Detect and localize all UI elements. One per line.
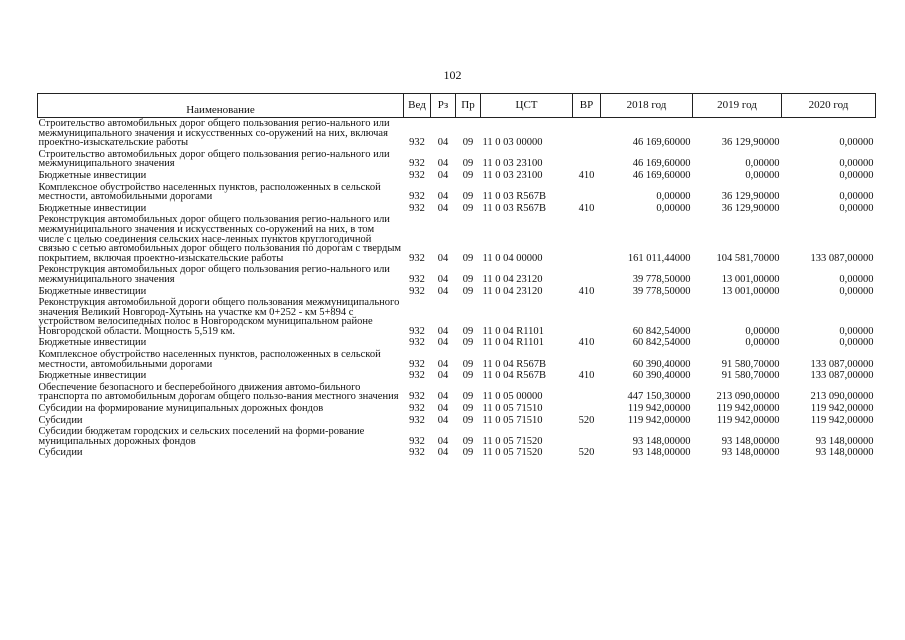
row-value-2020: 133 087,00000 xyxy=(810,252,874,264)
row-pr: 09 xyxy=(462,252,474,264)
table-row xyxy=(38,264,876,285)
header-ved: Вед xyxy=(404,94,431,118)
row-cst: 11 0 04 R1101 xyxy=(482,325,544,337)
row-cst: 11 0 04 00000 xyxy=(482,252,543,264)
row-value-2019: 13 001,00000 xyxy=(721,285,780,297)
row-rz: 04 xyxy=(437,191,449,203)
row-pr: 09 xyxy=(462,370,474,382)
row-rz: 04 xyxy=(437,169,449,181)
row-value-2019: 0,00000 xyxy=(745,325,780,337)
row-value-2020: 119 942,00000 xyxy=(810,414,874,426)
row-ved: 932 xyxy=(409,325,425,337)
row-value-2020: 0,00000 xyxy=(839,325,874,337)
table-row xyxy=(38,118,876,149)
row-value-2020: 93 148,00000 xyxy=(815,435,874,447)
row-value-2018: 60 842,54000 xyxy=(632,325,691,337)
row-ved: 932 xyxy=(409,358,425,370)
row-ved: 932 xyxy=(409,169,425,181)
row-value-2018: 46 169,60000 xyxy=(632,169,691,181)
row-rz: 04 xyxy=(437,370,449,382)
row-name: Бюджетные инвестиции xyxy=(38,337,147,349)
row-value-2020: 133 087,00000 xyxy=(810,370,874,382)
header-pr: Пр xyxy=(456,94,481,118)
row-value-2019: 93 148,00000 xyxy=(721,435,780,447)
row-name: Бюджетные инвестиции xyxy=(38,285,147,297)
row-rz: 04 xyxy=(437,273,449,285)
row-pr: 09 xyxy=(462,391,474,403)
row-name: Строительство автомобильных дорог общего пользования регио-нального или межмуниципального значения xyxy=(38,148,390,170)
row-name: Реконструкция автомобильной дороги общего пользования межмуниципального значения Великий Новгород-Хутынь на участке км 0+252 - км 5+894 с устройством велосипедных полос в Новгородском муниципальном районе Новгородской области. Мощность 5,519 км. xyxy=(38,297,400,337)
row-value-2018: 447 150,30000 xyxy=(627,391,691,403)
row-value-2018: 119 942,00000 xyxy=(627,414,691,426)
row-name: Реконструкция автомобильных дорог общего пользования регио-нального или межмуниципального значения и искусственных со-оружений на них, в том числе с целью соединения сельских насе-ленных пунктов круглогодичной связью с сетью автомобильных дорог общего пользования по дорогам с твердым покрытием, включая проектно-изыскательские работы xyxy=(38,214,402,264)
table-row xyxy=(38,214,876,264)
row-cst: 11 0 05 00000 xyxy=(482,391,543,403)
row-vr xyxy=(573,182,601,203)
row-vr: 410 xyxy=(578,337,595,349)
row-value-2020: 0,00000 xyxy=(839,202,874,214)
row-value-2018: 119 942,00000 xyxy=(627,403,691,415)
row-value-2019: 119 942,00000 xyxy=(716,414,780,426)
row-rz: 04 xyxy=(437,202,449,214)
row-value-2020: 0,00000 xyxy=(839,191,874,203)
row-cst: 11 0 03 23100 xyxy=(482,158,543,170)
row-rz: 04 xyxy=(437,137,449,149)
row-cst: 11 0 03 R567B xyxy=(482,191,546,203)
row-ved: 932 xyxy=(409,158,425,170)
row-ved: 932 xyxy=(409,202,425,214)
row-pr: 09 xyxy=(462,337,474,349)
row-value-2020: 0,00000 xyxy=(839,158,874,170)
row-ved: 932 xyxy=(409,391,425,403)
table-row xyxy=(38,415,876,427)
row-cst: 11 0 05 71520 xyxy=(482,435,543,447)
row-ved: 932 xyxy=(409,285,425,297)
table-row xyxy=(38,203,876,215)
header-rz: Рз xyxy=(431,94,456,118)
row-pr: 09 xyxy=(462,169,474,181)
row-name: Субсидии xyxy=(38,414,83,426)
row-value-2019: 104 581,70000 xyxy=(716,252,780,264)
row-value-2020: 213 090,00000 xyxy=(810,391,874,403)
row-value-2019: 93 148,00000 xyxy=(721,447,780,459)
page-number: 102 xyxy=(443,68,462,82)
header-vr: ВР xyxy=(573,94,601,118)
row-value-2019: 119 942,00000 xyxy=(716,403,780,415)
row-pr: 09 xyxy=(462,202,474,214)
row-value-2018: 161 011,44000 xyxy=(627,252,691,264)
row-ved: 932 xyxy=(409,414,425,426)
row-value-2020: 133 087,00000 xyxy=(810,358,874,370)
table-row xyxy=(38,170,876,182)
row-name: Бюджетные инвестиции xyxy=(38,370,147,382)
row-ved: 932 xyxy=(409,403,425,415)
row-rz: 04 xyxy=(437,358,449,370)
row-value-2018: 0,00000 xyxy=(656,191,691,203)
row-pr: 09 xyxy=(462,447,474,459)
row-name: Комплексное обустройство населенных пунктов, расположенных в сельской местности, автомобильными дорогами xyxy=(38,349,381,370)
row-pr: 09 xyxy=(462,435,474,447)
row-ved: 932 xyxy=(409,337,425,349)
row-value-2018: 93 148,00000 xyxy=(632,435,691,447)
row-value-2018: 39 778,50000 xyxy=(632,285,691,297)
row-cst: 11 0 05 71510 xyxy=(482,403,543,415)
row-pr: 09 xyxy=(462,414,474,426)
header-year-2019: 2019 год xyxy=(693,94,782,118)
row-rz: 04 xyxy=(437,435,449,447)
row-value-2019: 36 129,90000 xyxy=(721,137,780,149)
row-value-2019: 36 129,90000 xyxy=(721,191,780,203)
row-cst: 11 0 03 R567B xyxy=(482,202,546,214)
row-vr xyxy=(573,297,601,337)
row-value-2019: 36 129,90000 xyxy=(721,202,780,214)
header-name: Наименование xyxy=(38,94,404,118)
row-value-2018: 93 148,00000 xyxy=(632,447,691,459)
row-value-2018: 60 390,40000 xyxy=(632,358,691,370)
row-value-2019: 91 580,70000 xyxy=(721,358,780,370)
table-row xyxy=(38,382,876,403)
row-pr: 09 xyxy=(462,273,474,285)
table-row xyxy=(38,337,876,349)
row-value-2020: 119 942,00000 xyxy=(810,403,874,415)
row-vr xyxy=(573,149,601,170)
table-row xyxy=(38,370,876,382)
table-row xyxy=(38,426,876,447)
row-vr xyxy=(573,426,601,447)
row-value-2019: 0,00000 xyxy=(745,169,780,181)
row-cst: 11 0 04 R567B xyxy=(482,370,546,382)
row-ved: 932 xyxy=(409,370,425,382)
row-vr xyxy=(573,214,601,264)
row-value-2020: 0,00000 xyxy=(839,273,874,285)
row-value-2019: 91 580,70000 xyxy=(721,370,780,382)
row-pr: 09 xyxy=(462,158,474,170)
row-rz: 04 xyxy=(437,414,449,426)
row-value-2020: 93 148,00000 xyxy=(815,447,874,459)
row-value-2019: 0,00000 xyxy=(745,337,780,349)
row-value-2020: 0,00000 xyxy=(839,285,874,297)
row-cst: 11 0 04 23120 xyxy=(482,285,543,297)
row-value-2020: 0,00000 xyxy=(839,337,874,349)
table-row xyxy=(38,286,876,298)
table-row xyxy=(38,149,876,170)
table-header-row xyxy=(38,94,876,118)
row-value-2018: 60 842,54000 xyxy=(632,337,691,349)
row-value-2020: 0,00000 xyxy=(839,137,874,149)
row-cst: 11 0 05 71510 xyxy=(482,414,543,426)
row-vr: 410 xyxy=(578,169,595,181)
row-vr: 410 xyxy=(578,285,595,297)
budget-table xyxy=(37,93,876,459)
row-ved: 932 xyxy=(409,137,425,149)
header-year-2018: 2018 год xyxy=(601,94,693,118)
row-pr: 09 xyxy=(462,358,474,370)
row-vr xyxy=(573,118,601,149)
row-value-2018: 39 778,50000 xyxy=(632,273,691,285)
table-row xyxy=(38,182,876,203)
row-name: Реконструкция автомобильных дорог общего пользования регио-нального или межмуниципального значения xyxy=(38,264,390,285)
row-vr: 520 xyxy=(578,414,595,426)
row-ved: 932 xyxy=(409,252,425,264)
row-cst: 11 0 03 00000 xyxy=(482,137,543,149)
row-value-2018: 46 169,60000 xyxy=(632,158,691,170)
row-rz: 04 xyxy=(437,285,449,297)
row-rz: 04 xyxy=(437,391,449,403)
table-row xyxy=(38,403,876,415)
row-rz: 04 xyxy=(437,252,449,264)
row-vr: 520 xyxy=(578,447,595,459)
row-pr: 09 xyxy=(462,325,474,337)
row-pr: 09 xyxy=(462,403,474,415)
row-name: Комплексное обустройство населенных пунктов, расположенных в сельской местности, автомобильными дорогами xyxy=(38,181,381,203)
row-pr: 09 xyxy=(462,191,474,203)
row-cst: 11 0 04 R1101 xyxy=(482,337,544,349)
row-vr xyxy=(573,403,601,415)
row-rz: 04 xyxy=(437,447,449,459)
row-name: Бюджетные инвестиции xyxy=(38,169,147,181)
header-cst: ЦСТ xyxy=(481,94,573,118)
row-name: Строительство автомобильных дорог общего пользования регио-нального или межмуниципального значения и искусственных со-оружений на них, включая проектно-изыскательские работы xyxy=(38,118,390,149)
row-rz: 04 xyxy=(437,337,449,349)
row-rz: 04 xyxy=(437,325,449,337)
row-vr: 410 xyxy=(578,370,595,382)
table-row xyxy=(38,447,876,459)
row-name: Субсидии xyxy=(38,447,83,459)
row-rz: 04 xyxy=(437,403,449,415)
row-vr xyxy=(573,349,601,370)
row-vr xyxy=(573,382,601,403)
row-pr: 09 xyxy=(462,137,474,149)
row-value-2019: 213 090,00000 xyxy=(716,391,780,403)
row-cst: 11 0 04 R567B xyxy=(482,358,546,370)
row-value-2018: 60 390,40000 xyxy=(632,370,691,382)
row-rz: 04 xyxy=(437,158,449,170)
row-name: Субсидии бюджетам городских и сельских поселений на форми-рование муниципальных дорожных фондов xyxy=(38,426,365,447)
table-row xyxy=(38,297,876,337)
table-row xyxy=(38,349,876,370)
row-pr: 09 xyxy=(462,285,474,297)
row-vr xyxy=(573,264,601,285)
row-cst: 11 0 03 23100 xyxy=(482,169,543,181)
row-vr: 410 xyxy=(578,202,595,214)
row-ved: 932 xyxy=(409,273,425,285)
row-ved: 932 xyxy=(409,435,425,447)
row-cst: 11 0 04 23120 xyxy=(482,273,543,285)
row-name: Обеспечение безопасного и бесперебойного движения автомо-бильного транспорта по автомобильным дорогам общего пользо-вания местного значения xyxy=(38,381,399,403)
row-value-2019: 13 001,00000 xyxy=(721,273,780,285)
row-name: Субсидии на формирование муниципальных дорожных фондов xyxy=(38,403,324,415)
row-value-2018: 46 169,60000 xyxy=(632,137,691,149)
row-ved: 932 xyxy=(409,191,425,203)
row-name: Бюджетные инвестиции xyxy=(38,202,147,214)
row-value-2018: 0,00000 xyxy=(656,202,691,214)
row-cst: 11 0 05 71520 xyxy=(482,447,543,459)
header-year-2020: 2020 год xyxy=(782,94,876,118)
row-value-2020: 0,00000 xyxy=(839,169,874,181)
row-ved: 932 xyxy=(409,447,425,459)
row-value-2019: 0,00000 xyxy=(745,158,780,170)
